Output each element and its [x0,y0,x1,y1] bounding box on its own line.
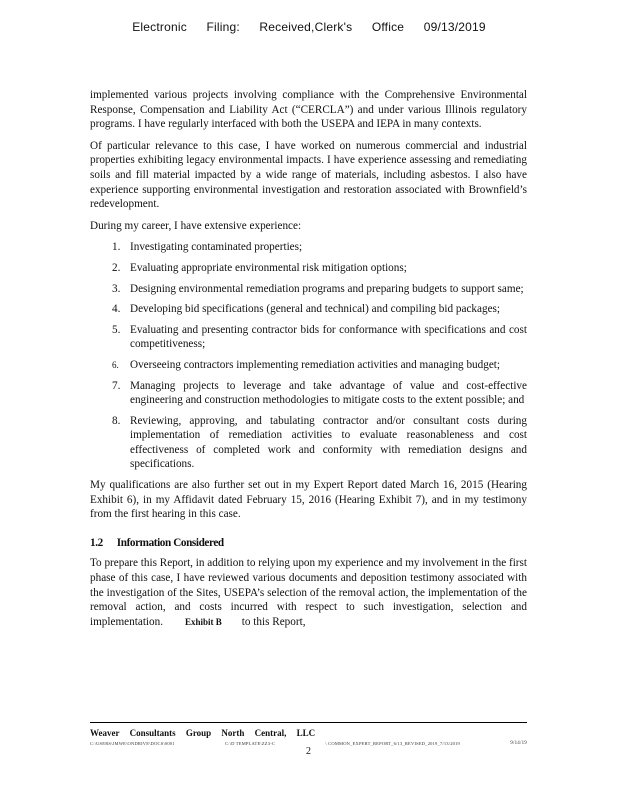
filing-header [0,20,618,34]
list-item: 3. Designing environmental remediation programs and preparing budgets to support same; [112,282,524,295]
firm-name: Weaver Consultants Group North Central, LLC [90,728,316,738]
list-item: 7. Managing projects to leverage and take advantage of value and cost-effective engineering and construction methodologies to mitigate costs to the extent possible; and [112,379,527,407]
header-filing: Filing: [206,20,240,34]
report-path: \ COMMON_EXPERT_REPORT_6/13_REVISED_2019_7/13/2019 [325,741,460,746]
list-item: 6. Overseeing contractors implementing remediation activities and managing budget; [112,358,501,371]
section-number: 1.2 [90,536,103,549]
page-footer [90,728,527,757]
paragraph: implemented various projects involving compliance with the Comprehensive Environmental Response, Compensation and Liability Act (“CERCLA”) and under various Illinois regulatory programs. I have regularly interfaced with both the USEPA and IEPA in many contexts. [90,89,527,131]
footer-date: 9/14/19 [510,741,527,746]
exhibit-reference: Exhibit B [185,616,222,627]
paragraph: Of particular relevance to this case, I have worked on numerous commercial and industrial properties exhibiting legacy environmental impacts. I have experience assessing and remediating soils and fill material impacted by a wide range of materials, including asbestos. I also have experience supporting environmental investigation and restoration associated with Brownfield’s redevelopment. [90,139,527,211]
document-body [90,88,527,636]
list-item: 1. Investigating contaminated properties; [112,241,303,254]
file-path: C:\USERS\JMWE\ONDRIVE\DOCS\0001 [90,741,175,746]
list-item: 4. Developing bid specifications (general and technical) and compiling bid packages; [112,303,500,316]
template-path: C:\D TEMPLATE\ZZ3-C [225,741,276,746]
section-title: Information Considered [116,536,224,549]
header-office: Office [371,20,405,34]
paragraph: During my career, I have extensive experience: [90,219,302,232]
header-electronic: Electronic [132,20,187,34]
header-received: Received,Clerk's [259,20,353,34]
header-date: 09/13/2019 [423,20,486,34]
page-number: 2 [306,746,311,757]
footer-divider [90,722,527,723]
paragraph: To prepare this Report, in addition to relying upon my experience and my involvement in the first phase of this case, I have reviewed various documents and deposition testimony associated with the investigation of the Sites, USEPA’s selection of the removal action, the implementation of the removal action, and costs incurred with respect to such investigation, selection and implementation. Exhibit B to this Report, [90,557,527,628]
section-heading [90,536,527,551]
experience-list [90,240,527,472]
list-item: 5. Evaluating and presenting contractor bids for conformance with specifications and cost competitiveness; [112,323,527,351]
paragraph: My qualifications are also further set out in my Expert Report dated March 16, 2015 (Hearing Exhibit 6), in my Affidavit dated February 15, 2016 (Hearing Exhibit 7), and in my testimony from the first hearing in this case. [90,479,527,521]
list-item: 2. Evaluating appropriate environmental risk mitigation options; [112,261,407,274]
list-item: 8. Reviewing, approving, and tabulating contractor and/or consultant costs during implementation of remediation activities to evaluate reasonableness and cost effectiveness of completed work and conformity with remediation designs and specifications. [112,414,527,471]
